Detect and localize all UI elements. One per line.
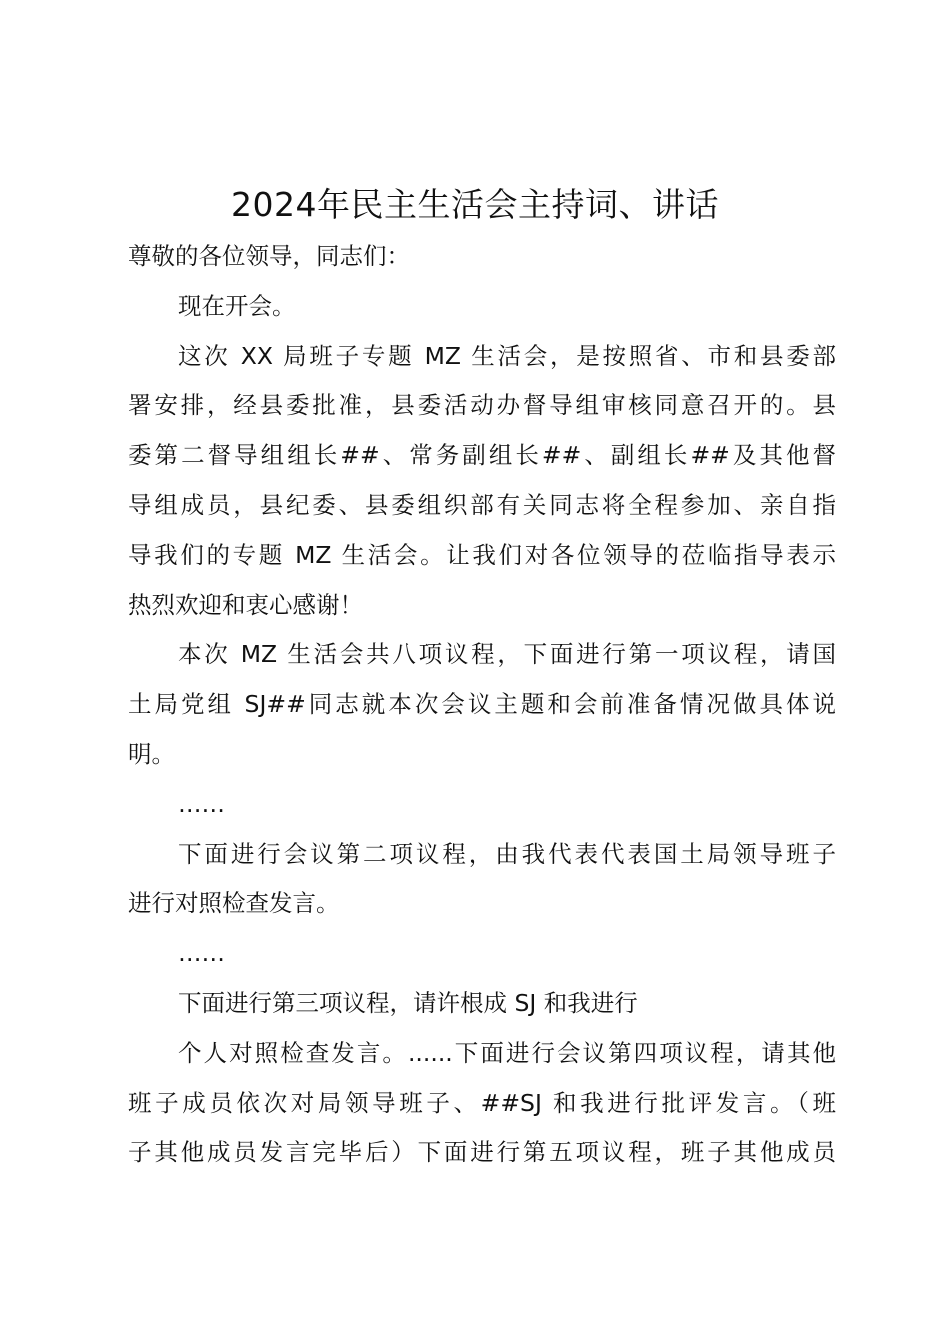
paragraph-line: 个人对照检查发言。......下面进行会议第四项议程，请其他 bbox=[178, 1038, 836, 1067]
paragraph-line: 委第二督导组组长##、常务副组长##、副组长##及其他督 bbox=[128, 441, 836, 470]
paragraph-line: 班子成员依次对局领导班子、##SJ 和我进行批评发言。（班 bbox=[128, 1088, 836, 1117]
salutation-line: 尊敬的各位领导，同志们： bbox=[128, 242, 410, 270]
paragraph-line: 这次 XX 局班子专题 MZ 生活会，是按照省、市和县委部 bbox=[178, 341, 836, 370]
paragraph-line: 本次 MZ 生活会共八项议程，下面进行第一项议程，请国 bbox=[178, 640, 836, 669]
paragraph-line: 导组成员，县纪委、县委组织部有关同志将全程参加、亲自指 bbox=[128, 490, 836, 519]
document-body bbox=[128, 232, 836, 1178]
paragraph-line: 进行对照检查发言。 bbox=[128, 889, 340, 918]
paragraph-line: 明。 bbox=[128, 739, 175, 768]
paragraph-line: 现在开会。 bbox=[178, 291, 296, 320]
ellipsis-line: …… bbox=[178, 789, 225, 818]
paragraph-line: 下面进行第三项议程，请许根成 SJ 和我进行 bbox=[178, 988, 638, 1017]
paragraph-line: 署安排，经县委批准，县委活动办督导组审核同意召开的。县 bbox=[128, 391, 836, 420]
document-title: 2024年民主生活会主持词、讲话 bbox=[231, 185, 719, 224]
paragraph-line: 热烈欢迎和衷心感谢！ bbox=[128, 590, 363, 619]
paragraph-line: 下面进行会议第二项议程，由我代表代表国土局领导班子 bbox=[178, 839, 836, 868]
paragraph-line: 导我们的专题 MZ 生活会。让我们对各位领导的莅临指导表示 bbox=[128, 540, 836, 569]
paragraph-line: 土局党组 SJ##同志就本次会议主题和会前准备情况做具体说 bbox=[128, 690, 836, 719]
paragraph-line: 子其他成员发言完毕后）下面进行第五项议程，班子其他成员 bbox=[128, 1138, 836, 1167]
ellipsis-line: …… bbox=[178, 939, 225, 968]
